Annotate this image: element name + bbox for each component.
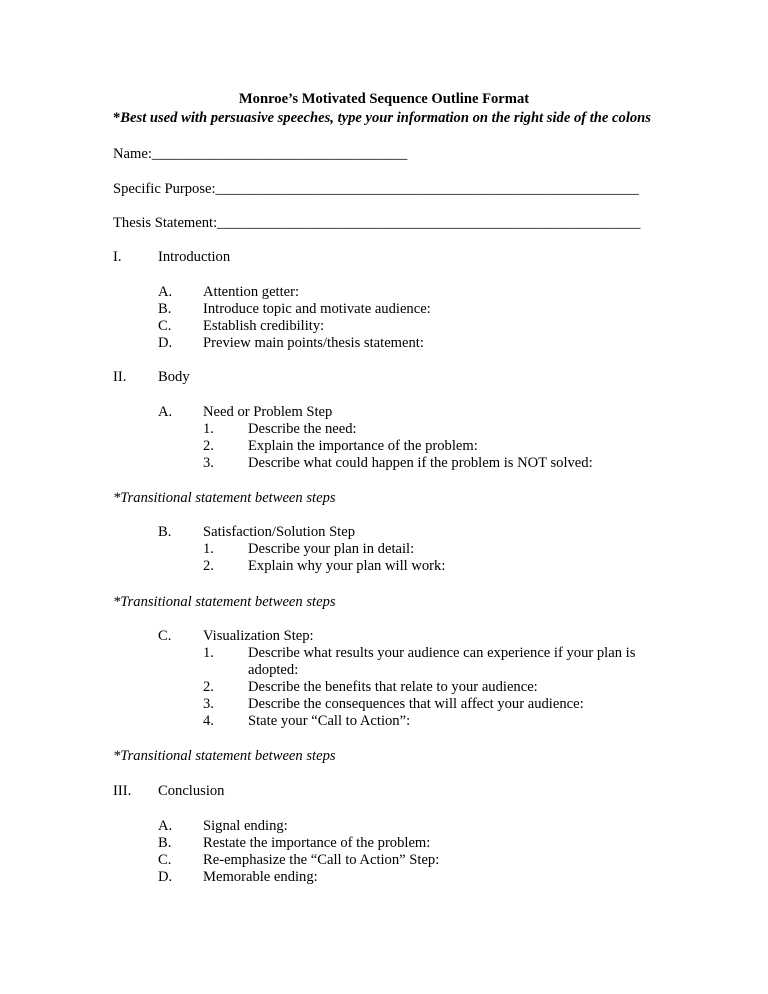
item-letter: D. [158, 335, 173, 351]
sub-item: State your “Call to Action”: [248, 713, 411, 729]
section-heading-body: Body [158, 369, 190, 385]
usage-note-star: * [113, 110, 121, 126]
intro-credibility: Establish credibility: [203, 318, 325, 334]
sub-number: 2. [203, 558, 214, 574]
thesis-statement-field[interactable]: Thesis Statement:__________________________________________________________ [113, 215, 641, 231]
sub-number: 3. [203, 696, 214, 712]
sub-item: Describe the benefits that relate to your audience: [248, 679, 538, 695]
usage-note-text: Best used with persuasive speeches, type your information on the right side of the colons [120, 110, 651, 126]
conclusion-call-to-action: Re-emphasize the “Call to Action” Step: [203, 852, 440, 868]
page-title: Monroe’s Motivated Sequence Outline Format [238, 91, 530, 107]
section-heading-introduction: Introduction [158, 249, 231, 265]
sub-item-continuation: adopted: [248, 662, 299, 678]
intro-attention-getter: Attention getter: [203, 284, 300, 300]
step-letter: B. [158, 524, 172, 540]
specific-purpose-field[interactable]: Specific Purpose:__________________________________________________________ [113, 181, 639, 197]
name-field[interactable]: Name:___________________________________ [113, 146, 408, 162]
sub-item: Describe the consequences that will affect your audience: [248, 696, 584, 712]
sub-item: Describe your plan in detail: [248, 541, 415, 557]
intro-preview: Preview main points/thesis statement: [203, 335, 424, 351]
step-letter: C. [158, 628, 172, 644]
sub-number: 4. [203, 713, 214, 729]
step-heading-satisfaction: Satisfaction/Solution Step [203, 524, 356, 540]
item-letter: D. [158, 869, 173, 885]
sub-item: Explain the importance of the problem: [248, 438, 478, 454]
item-letter: C. [158, 318, 172, 334]
section-heading-conclusion: Conclusion [158, 783, 225, 799]
conclusion-signal-ending: Signal ending: [203, 818, 288, 834]
transitional-statement: *Transitional statement between steps [113, 748, 336, 764]
item-letter: A. [158, 284, 173, 300]
sub-item: Describe the need: [248, 421, 357, 437]
conclusion-restate: Restate the importance of the problem: [203, 835, 431, 851]
usage-note [113, 110, 651, 127]
conclusion-memorable-ending: Memorable ending: [203, 869, 318, 885]
intro-topic-motivate: Introduce topic and motivate audience: [203, 301, 431, 317]
sub-number: 1. [203, 645, 214, 661]
sub-item: Describe what results your audience can experience if your plan is [248, 645, 636, 661]
step-letter: A. [158, 404, 173, 420]
sub-number: 3. [203, 455, 214, 471]
transitional-statement: *Transitional statement between steps [113, 490, 336, 506]
item-letter: B. [158, 835, 172, 851]
section-numeral: I. [113, 249, 122, 265]
sub-number: 2. [203, 679, 214, 695]
item-letter: B. [158, 301, 172, 317]
sub-item: Describe what could happen if the problem is NOT solved: [248, 455, 593, 471]
section-numeral: III. [113, 783, 132, 799]
sub-number: 2. [203, 438, 214, 454]
sub-number: 1. [203, 421, 214, 437]
transitional-statement: *Transitional statement between steps [113, 594, 336, 610]
item-letter: C. [158, 852, 172, 868]
step-heading-visualization: Visualization Step: [203, 628, 314, 644]
section-numeral: II. [113, 369, 127, 385]
item-letter: A. [158, 818, 173, 834]
step-heading-need: Need or Problem Step [203, 404, 333, 420]
sub-number: 1. [203, 541, 214, 557]
sub-item: Explain why your plan will work: [248, 558, 446, 574]
